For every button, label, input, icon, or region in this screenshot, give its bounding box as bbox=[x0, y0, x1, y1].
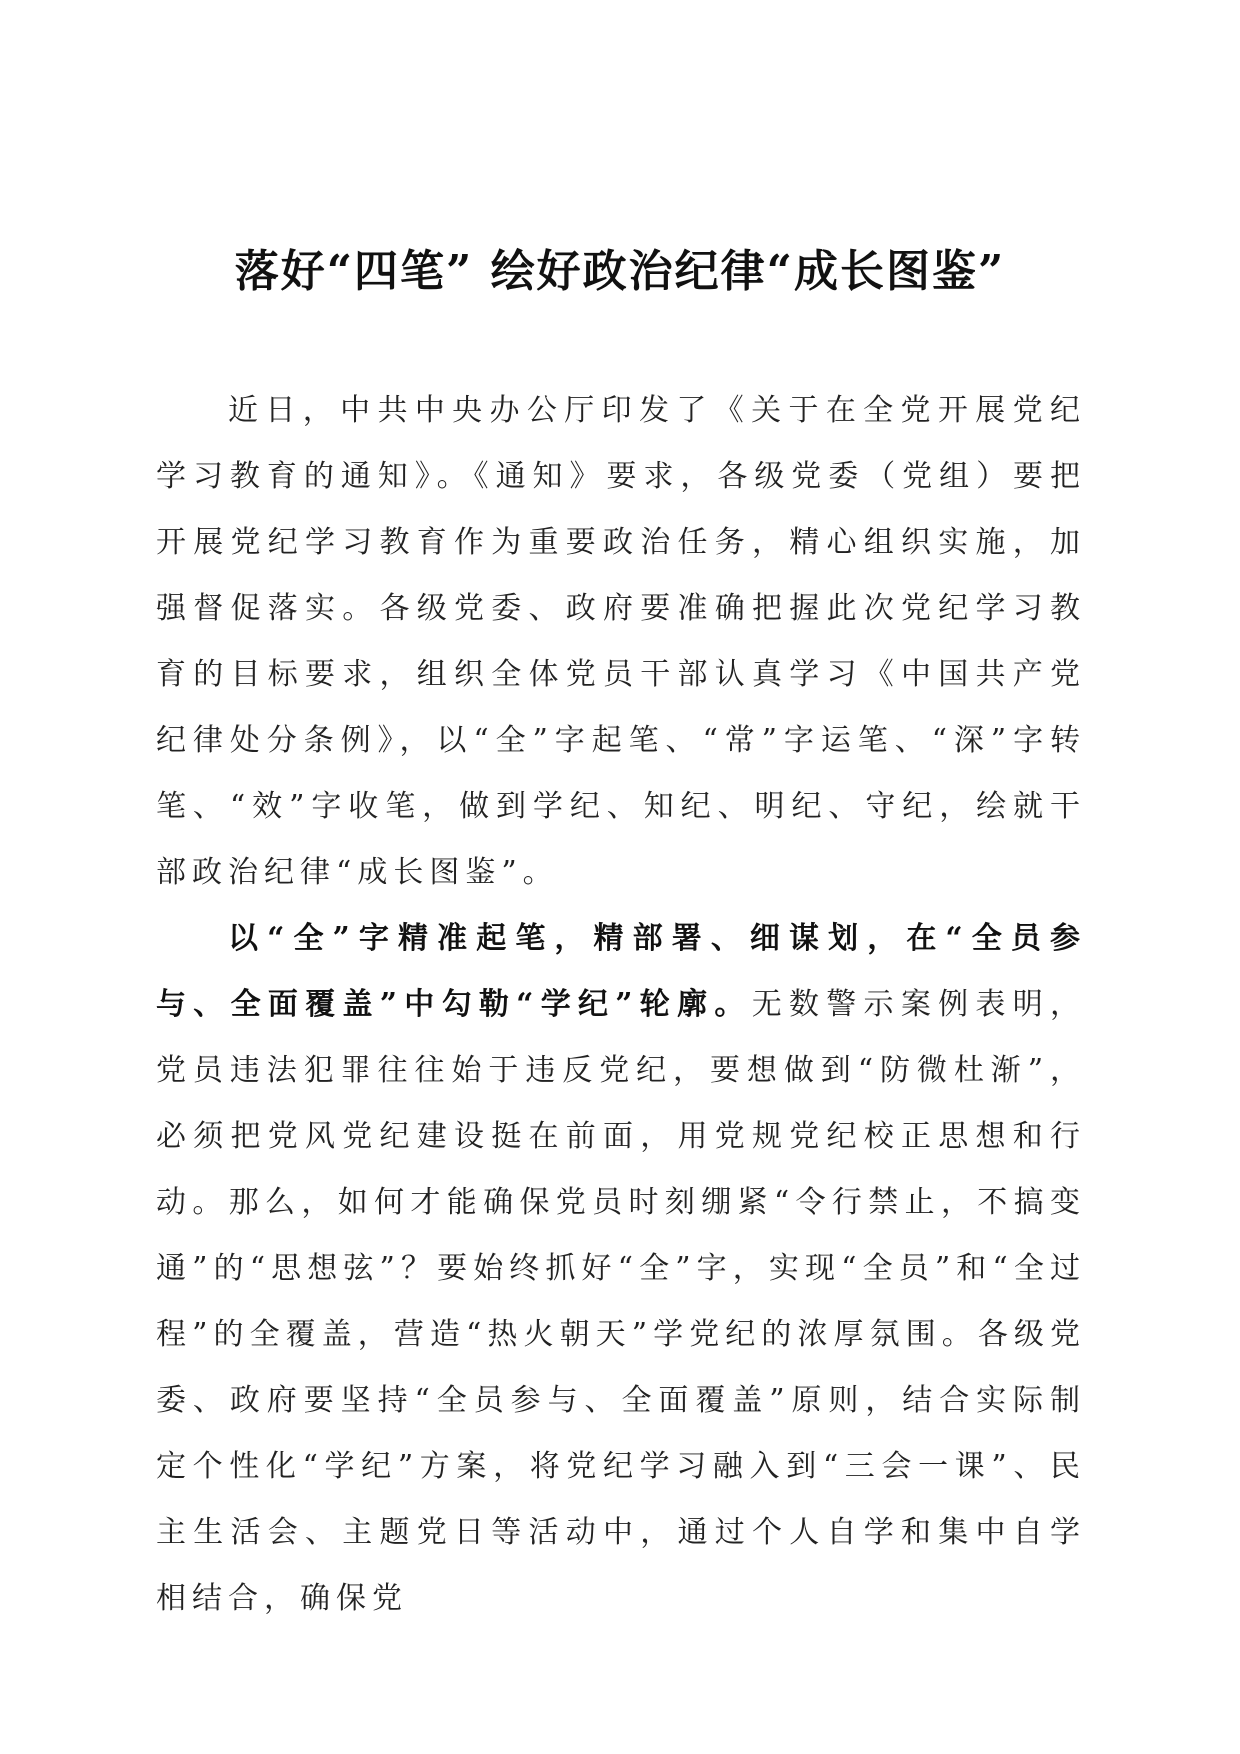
paragraph-intro bbox=[156, 378, 1086, 906]
document-title: 落好“四笔” 绘好政治纪律“成长图鉴” bbox=[234, 246, 1006, 297]
paragraph-section-1 bbox=[156, 906, 1086, 1632]
document-body bbox=[156, 378, 1086, 1632]
paragraph-text: 无数警示案例表明，党员违法犯罪往往始于违反党纪，要想做到“防微杜渐”，必须把党风党纪建设挺在前面，用党规党纪校正思想和行动。那么，如何才能确保党员时刻绷紧“令行禁止，不搞变通”的“思想弦”？要始终抓好“全”字，实现“全员”和“全过程”的全覆盖，营造“热火朝天”学党纪的浓厚氛围。各级党委、政府要坚持“全员参与、全面覆盖”原则，结合实际制定个性化“学纪”方案，将党纪学习融入到“三会一课”、民主生活会、主题党日等活动中，通过个人自学和集中自学相结合，确保党 bbox=[156, 987, 1086, 1616]
paragraph-text: 近日，中共中央办公厅印发了《关于在全党开展党纪学习教育的通知》。《通知》要求，各级党委（党组）要把开展党纪学习教育作为重要政治任务，精心组织实施，加强督促落实。各级党委、政府要准确把握此次党纪学习教育的目标要求，组织全体党员干部认真学习《中国共产党纪律处分条例》，以“全”字起笔、“常”字运笔、“深”字转笔、“效”字收笔，做到学纪、知纪、明纪、守纪，绘就干部政治纪律“成长图鉴”。 bbox=[156, 393, 1086, 890]
paragraph-lead: 以“全”字精准起笔，精部署、细谋划，在“全员参与、全面覆盖”中勾勒“学纪”轮廓。 bbox=[156, 921, 1086, 1022]
